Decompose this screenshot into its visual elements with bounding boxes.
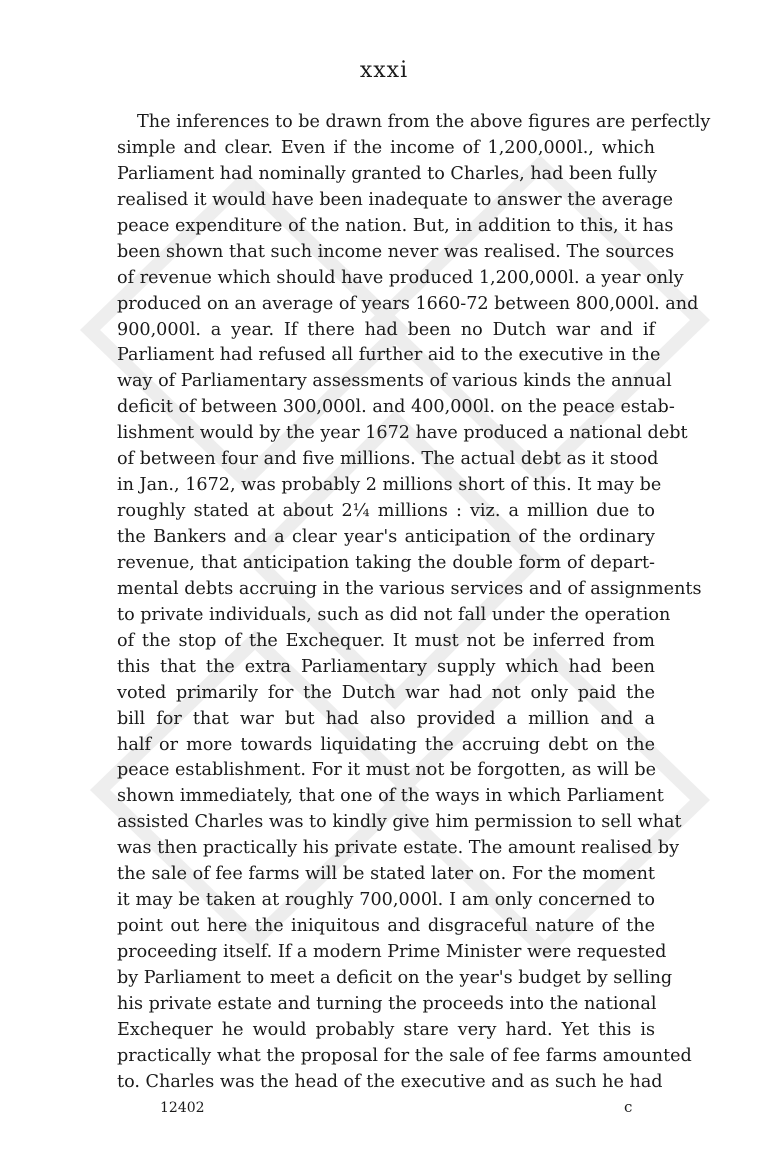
text-line: his private estate and turning the proceeds into the national [117,993,657,1014]
text-line: peace establishment. For it must not be forgotten, as will be [117,760,657,781]
text-line: of between four and five millions. The actual debt as it stood [117,449,659,470]
body-paragraph [117,110,711,1096]
text-line: Parliament had nominally granted to Charles, had been fully [117,163,658,184]
text-line: to. Charles was the head of the executive and as such he had [117,1071,663,1092]
text-line: by Parliament to meet a deficit on the year's budget by selling [117,967,673,988]
text-line: deficit of between 300,000l. and 400,000l. on the peace estab- [117,397,675,418]
text-line: of the stop of the Exchequer. It must not be inferred from [117,630,655,651]
text-line: Exchequer he would probably stare very hard. Yet this is [117,1019,655,1040]
text-line: point out here the iniquitous and disgraceful nature of the [117,916,655,937]
text-line: this that the extra Parliamentary supply which had been [117,656,655,677]
text-line: it may be taken at roughly 700,000l. I am only concerned to [117,890,655,911]
page-number: xxxi [359,58,409,83]
text-line: produced on an average of years 1660-72 between 800,000l. and [117,293,699,314]
text-line: half or more towards liquidating the accruing debt on the [117,734,655,755]
text-line: bill for that war but had also provided a million and a [117,708,655,729]
text-line: roughly stated at about 2¼ millions : viz. a million due to [117,501,655,522]
text-line: Parliament had refused all further aid to the executive in the [117,345,661,366]
text-line: revenue, that anticipation taking the double form of depart- [117,552,655,573]
text-line: peace expenditure of the nation. But, in addition to this, it has [117,215,674,236]
text-line: way of Parliamentary assessments of various kinds the annual [117,371,672,392]
text-line: lishment would by the year 1672 have produced a national debt [117,423,688,444]
text-line: practically what the proposal for the sale of fee farms amounted [117,1045,692,1066]
text-line: realised it would have been inadequate to answer the average [117,189,674,210]
text-line: the Bankers and a clear year's anticipation of the ordinary [117,527,655,547]
text-line: mental debts accruing in the various services and of assignments [117,578,702,599]
text-line: to private individuals, such as did not fall under the operation [117,604,671,625]
text-line: simple and clear. Even if the income of 1,200,000l., which [117,137,655,158]
text-line: the sale of fee farms will be stated later on. For the moment [117,864,655,885]
text-line: 900,000l. a year. If there had been no Dutch war and if [117,319,655,340]
text-line: was then practically his private estate. The amount realised by [117,838,680,859]
text-line: been shown that such income never was realised. The sources [117,241,675,262]
text-line: proceeding itself. If a modern Prime Minister were requested [117,942,667,962]
text-line: voted primarily for the Dutch war had not only paid the [117,682,655,703]
text-line: in Jan., 1672, was probably 2 millions short of this. It may be [117,475,662,496]
text-line: The inferences to be drawn from the above figures are perfectly [137,112,711,132]
text-line: assisted Charles was to kindly give him permission to sell what [117,812,682,833]
text-line: of revenue which should have produced 1,200,000l. a year only [117,267,684,288]
signature-number: 12402 [160,1100,205,1116]
text-line: shown immediately, that one of the ways in which Parliament [117,786,664,807]
signature-letter: c [624,1098,633,1116]
